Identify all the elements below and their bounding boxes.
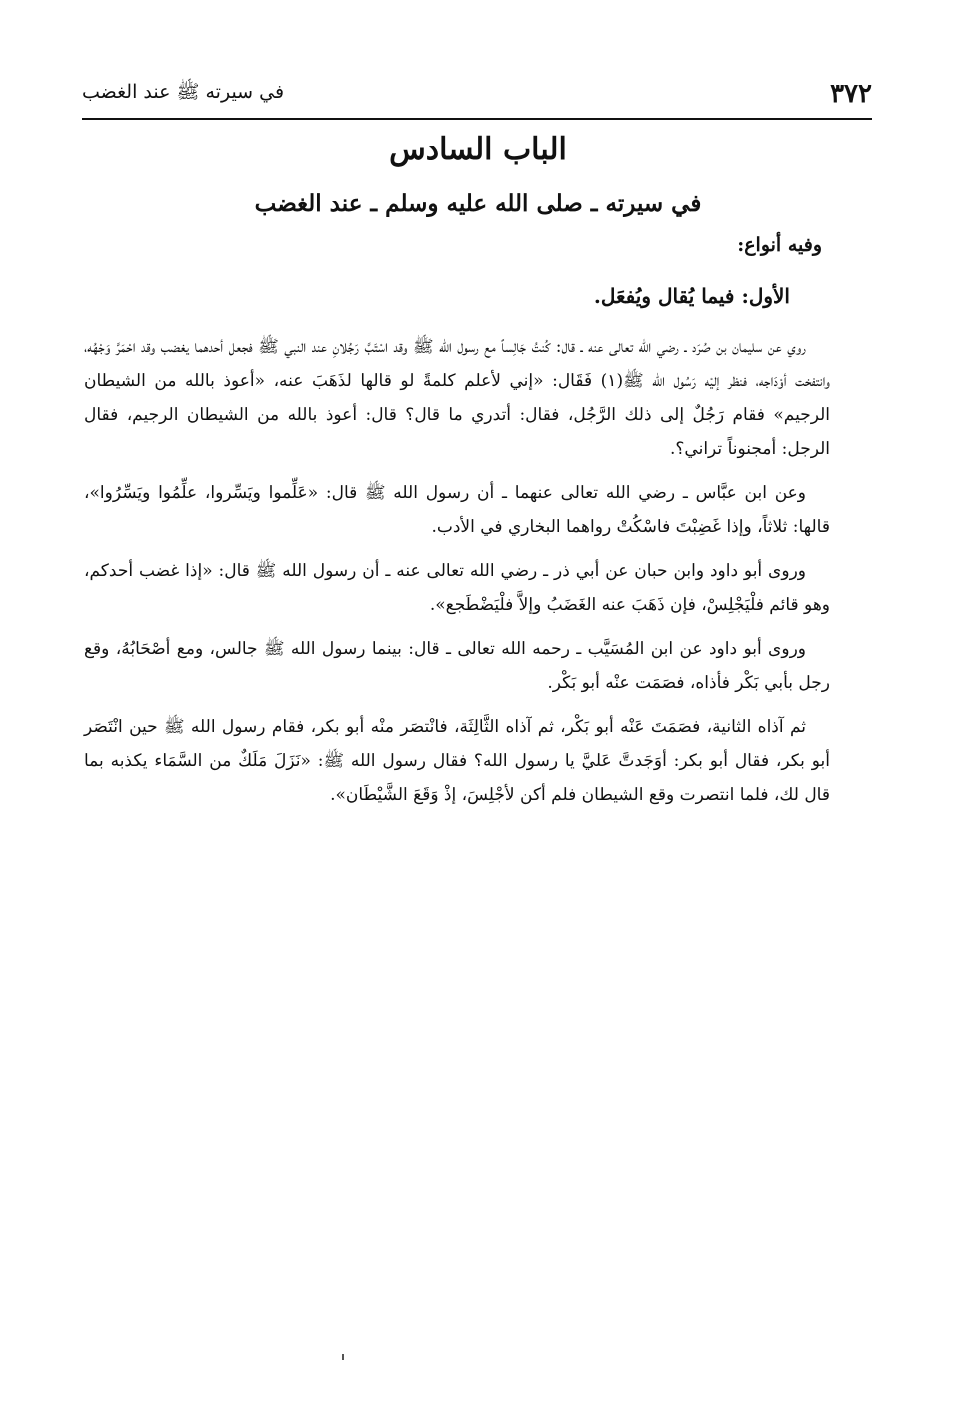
scan-mark: [340, 1354, 344, 1362]
paragraph: روي عن سليمان بن صُرَد ـ رضي الله تعالى عنه ـ قال: كُنتُ جَالِساً مع رسول الله ﷺ وقد اسْتَبَّ رَجُلانِ عند النبي ﷺ فجعل أحدهما يغضب وقد احْمَرَّ وَجْهُه، وانتفخت أوْدَاجه، فنظر إليْه رَسُول الله ﷺ(١) فَقَال: «إني لأعلم كلمةً لو قالها لذَهَبَ عنه، «أعوذ بالله من الشيطان الرجيم» فقام رَجُلٌ إلى ذلك الرَّجُل، فقال: أتدري ما قال؟ قال: أعوذ بالله من الشيطان الرجيم، فقال الرجل: أمجنوناً تراني؟.: [84, 337, 830, 459]
chapter-subtitle: في سيرته ـ صلى الله عليه وسلم ـ عند الغضب: [254, 190, 702, 217]
running-header: [82, 74, 872, 120]
intro-line: وفيه أنواع:: [737, 234, 822, 256]
chapter-title: الباب السادس: [389, 132, 567, 167]
body-text: [84, 330, 830, 822]
paragraph: ثم آذاه الثانية، فصَمَتَ عَنْه أبو بَكْر، ثم آذاه الثَّالِثَة، فانْتصَر منْه أبو بكر، فقام رسول الله ﷺ حين انْتَصَر أبو بكر، فقال أبو بكر: أوَجَدتَّ عَليَّ يا رسول الله؟ فقال رسول الله ﷺ: «نَزَلَ مَلَكٌ من السَّمَاء يكذبه بما قال لك، فلما انتصرت وقع الشيطان فلم أكن لأجْلِسَ، إذْ وَقَعَ الشَّيْطَان».: [84, 717, 830, 805]
running-title: في سيرته ﷺ عند الغضب: [82, 81, 285, 103]
paragraph: وروى أبو داود عن ابن المُسَيَّب ـ رحمه الله تعالى ـ قال: بينما رسول الله ﷺ جالس، ومع أصْحَابُهُ، وقع رجل بأبي بَكْر فأذاه، فصَمَت عنْه أبو بَكْر.: [84, 639, 830, 693]
paragraph: وروى أبو داود وابن حبان عن أبي ذر ـ رضي الله تعالى عنه ـ أن رسول الله ﷺ قال: «إذا غضب أحدكم، وهو قائم فلْيَجْلِسْ، فإن ذَهَبَ عنه الغَضَبُ وإلاَّ فلْيَضْطَجع».: [84, 561, 830, 615]
page-number: ٣٧٢: [830, 79, 872, 109]
paragraph: وعن ابن عبَّاس ـ رضي الله تعالى عنهما ـ أن رسول الله ﷺ قال: «عَلِّموا ويَسِّروا، علِّمُوا ويَسِّرُوا»، قالها: ثلاثاً، وإذا غَضِبْتَ فاسْكُتْ رواهما البخاري في الأدب.: [84, 483, 830, 537]
section-heading: الأول: فيما يُقال ويُفعَل.: [593, 284, 790, 308]
